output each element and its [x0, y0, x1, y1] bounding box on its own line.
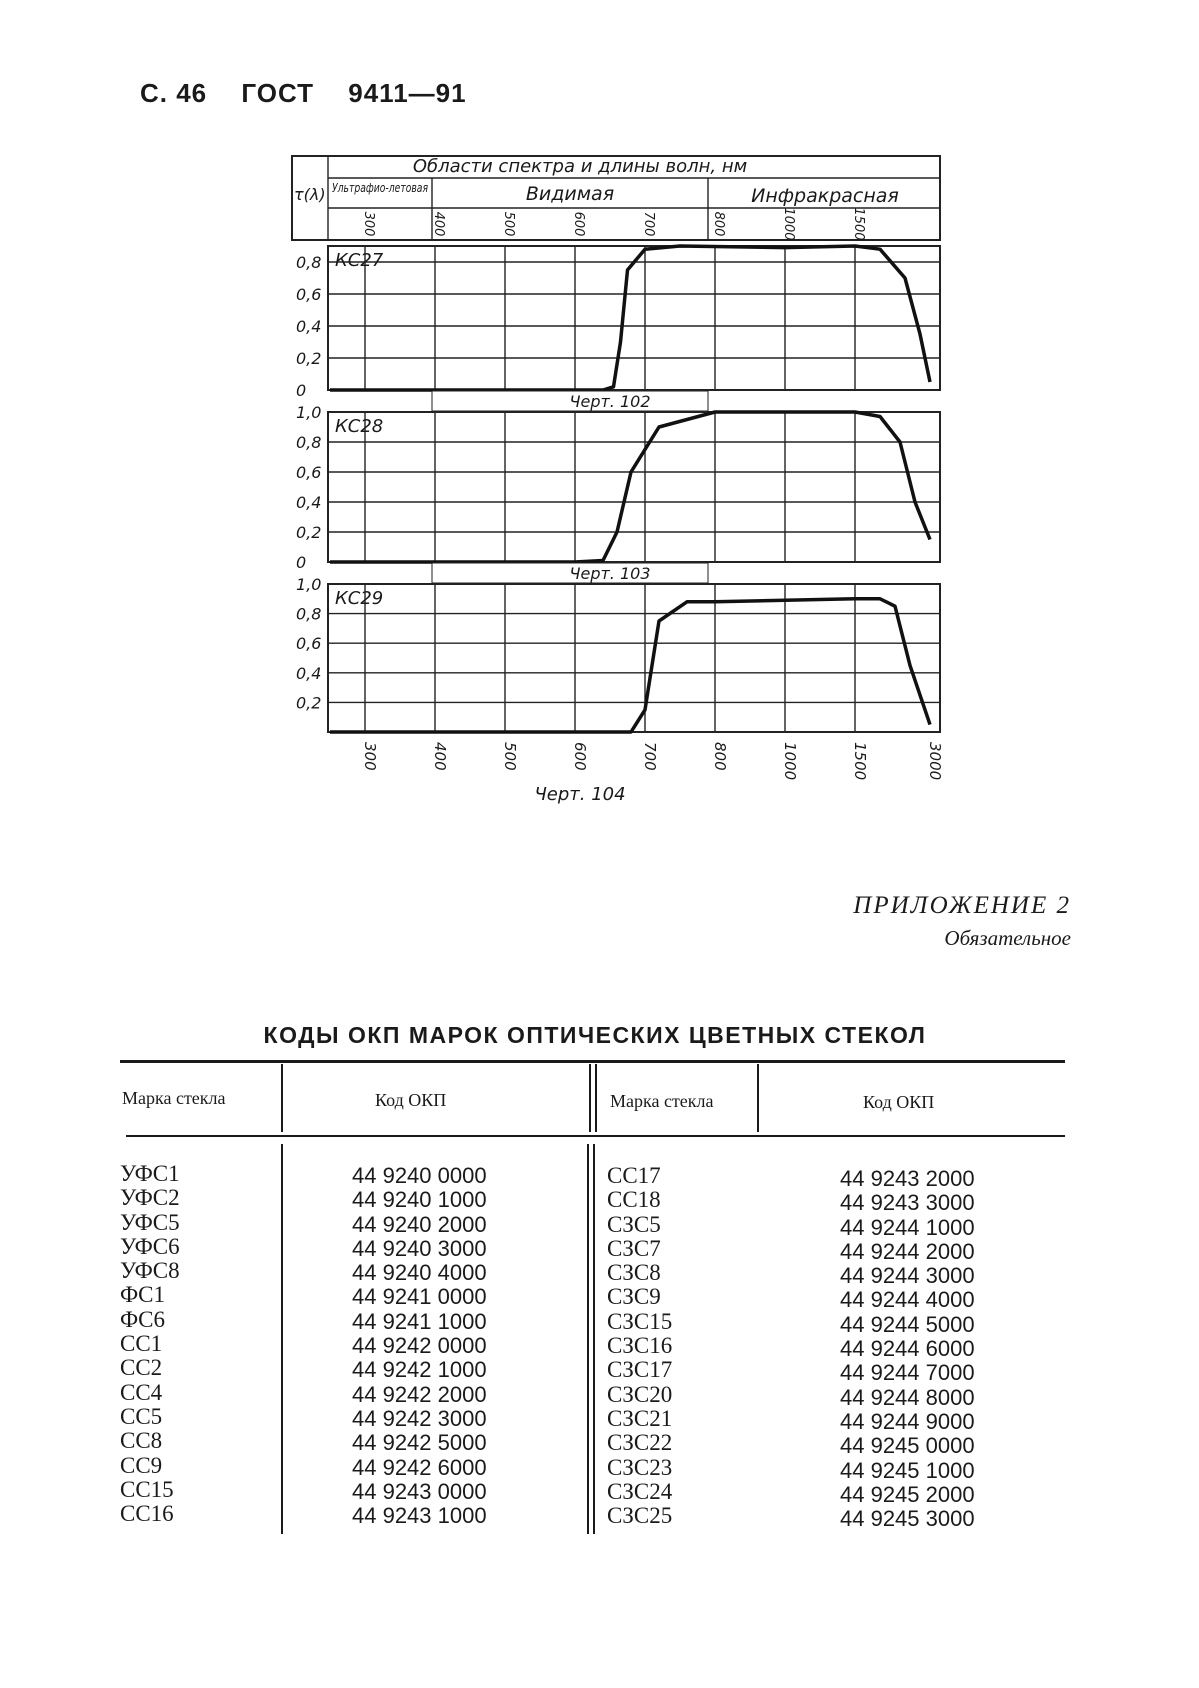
glass-mark: СС1	[120, 1331, 163, 1357]
header-tick-label: 300	[361, 211, 376, 237]
okp-code: 44 9241 1000	[352, 1308, 487, 1334]
okp-code-table	[120, 1060, 1065, 1540]
header-tick-label: 500	[501, 211, 516, 237]
glass-mark: УФС6	[120, 1233, 180, 1259]
table-top-rule	[120, 1060, 1065, 1063]
glass-mark: СС17	[607, 1163, 661, 1188]
left-codes-column	[352, 1164, 487, 1528]
standard-name: ГОСТ	[241, 78, 315, 108]
y-tick-label: 0	[296, 381, 307, 400]
glass-mark: СЗС17	[607, 1357, 673, 1383]
glass-mark: СС5	[120, 1403, 163, 1429]
okp-code: 44 9241 0000	[352, 1284, 487, 1310]
region-visible: Видимая	[525, 183, 615, 205]
header-tick-label: 600	[571, 211, 586, 237]
glass-mark: СС2	[120, 1355, 163, 1381]
y-tick-label: 0,8	[296, 433, 322, 452]
column-divider	[281, 1144, 283, 1534]
okp-code: 44 9240 4000	[352, 1260, 487, 1286]
glass-mark: СЗС25	[607, 1503, 673, 1529]
glass-mark: СЗС5	[607, 1211, 661, 1237]
y-tick-label: 1,0	[296, 403, 322, 422]
okp-code: 44 9240 3000	[352, 1235, 487, 1261]
column-divider	[587, 1144, 589, 1534]
column-divider	[595, 1064, 597, 1132]
y-tick-label: 0,4	[296, 663, 322, 683]
glass-mark: СЗС22	[607, 1430, 673, 1456]
curve-label: КС29	[335, 588, 384, 609]
glass-mark: ФС1	[120, 1282, 166, 1308]
glass-mark: СЗС23	[607, 1454, 673, 1480]
header-tick-label: 700	[641, 211, 656, 237]
glass-mark: СЗС20	[607, 1381, 673, 1407]
okp-code: 44 9245 3000	[840, 1506, 975, 1532]
glass-mark: СС9	[120, 1452, 163, 1478]
chart-panel	[328, 584, 940, 732]
y-tick-label: 0,8	[296, 604, 322, 624]
okp-code: 44 9244 1000	[840, 1214, 975, 1240]
y-symbol: τ(λ)	[294, 185, 326, 204]
standard-number: 9411—91	[348, 78, 467, 108]
column-divider	[281, 1064, 283, 1132]
glass-mark: СЗС8	[607, 1260, 661, 1286]
chart-panel	[328, 246, 940, 390]
okp-code: 44 9243 2000	[840, 1166, 975, 1191]
x-tick-label: 700	[641, 742, 659, 771]
okp-code: 44 9244 6000	[840, 1336, 975, 1362]
okp-code: 44 9244 3000	[840, 1263, 975, 1289]
appendix-title: ПРИЛОЖЕНИЕ 2	[853, 892, 1071, 919]
column-divider	[593, 1144, 595, 1534]
okp-code: 44 9243 1000	[352, 1503, 487, 1529]
okp-code: 44 9244 8000	[840, 1384, 975, 1410]
column-divider	[589, 1064, 591, 1132]
x-tick-label: 1500	[851, 742, 869, 781]
okp-code: 44 9242 6000	[352, 1454, 487, 1480]
transmission-curve	[330, 599, 930, 732]
appendix-subtitle: Обязательное	[944, 926, 1071, 950]
appendix-block	[853, 892, 1071, 951]
glass-mark: УФС8	[120, 1258, 180, 1284]
y-tick-label: 0,2	[296, 523, 322, 542]
figure-caption: Черт. 103	[569, 564, 651, 583]
y-tick-label: 1,0	[296, 575, 322, 594]
glass-mark: СЗС9	[607, 1284, 661, 1310]
y-tick-label: 0,4	[296, 493, 322, 512]
x-tick-label: 500	[501, 742, 519, 771]
page-number: С. 46	[140, 78, 208, 108]
glass-mark: СЗС21	[607, 1405, 673, 1431]
okp-code: 44 9242 0000	[352, 1333, 487, 1359]
right-marks-column	[607, 1164, 672, 1528]
glass-mark: СЗС15	[607, 1308, 673, 1334]
x-tick-label: 300	[361, 742, 379, 771]
glass-mark: СЗС7	[607, 1235, 661, 1261]
glass-mark: УФС1	[120, 1161, 180, 1186]
okp-code: 44 9240 2000	[352, 1211, 487, 1237]
column-header-code: Код ОКП	[863, 1092, 935, 1112]
figure-caption: Черт. 102	[569, 392, 651, 411]
okp-code: 44 9242 2000	[352, 1381, 487, 1407]
okp-code: 44 9244 4000	[840, 1287, 975, 1313]
region-ir: Инфракрасная	[751, 185, 899, 207]
transmission-curve	[330, 246, 930, 390]
transmission-charts	[280, 150, 960, 815]
table-header-rule	[126, 1135, 1065, 1137]
y-tick-label: 0,6	[296, 285, 322, 304]
glass-mark: УФС5	[120, 1209, 180, 1235]
x-tick-label: 400	[431, 742, 449, 771]
okp-code: 44 9245 2000	[840, 1481, 975, 1507]
header-tick-label: 800	[711, 211, 726, 237]
figure-caption: Черт. 104	[534, 784, 626, 805]
okp-code: 44 9240 1000	[352, 1187, 487, 1213]
transmission-curve	[330, 412, 930, 562]
y-tick-label: 0,2	[296, 349, 322, 368]
okp-code: 44 9240 0000	[352, 1163, 487, 1188]
column-header-mark: Марка стекла	[610, 1091, 714, 1111]
glass-mark: СС4	[120, 1379, 163, 1405]
y-tick-label: 0,6	[296, 463, 322, 482]
x-tick-label: 1000	[781, 742, 799, 781]
glass-mark: ФС6	[120, 1306, 166, 1332]
column-header-mark: Марка стекла	[122, 1088, 226, 1108]
okp-code: 44 9243 0000	[352, 1478, 487, 1504]
okp-code: 44 9242 3000	[352, 1405, 487, 1431]
y-tick-label: 0,2	[296, 693, 322, 713]
column-divider	[757, 1064, 759, 1132]
header-tick-label: 400	[431, 211, 446, 237]
glass-mark: СС8	[120, 1428, 163, 1454]
x-tick-label: 600	[571, 742, 589, 771]
okp-code: 44 9243 3000	[840, 1190, 975, 1216]
region-uv: Ультрафио-летовая	[332, 181, 428, 195]
okp-code: 44 9244 5000	[840, 1311, 975, 1337]
left-marks-column	[120, 1162, 180, 1526]
glass-mark: УФС2	[120, 1185, 180, 1211]
y-tick-label: 0,6	[296, 634, 322, 654]
chart-panel	[328, 412, 940, 562]
curve-label: КС27	[335, 250, 384, 271]
column-header-code: Код ОКП	[375, 1090, 447, 1110]
y-tick-label: 0	[296, 553, 307, 572]
x-tick-label: 3000	[926, 742, 944, 781]
right-codes-column	[840, 1167, 975, 1531]
table-title: КОДЫ ОКП МАРОК ОПТИЧЕСКИХ ЦВЕТНЫХ СТЕКОЛ	[263, 1022, 927, 1048]
okp-code: 44 9244 9000	[840, 1408, 975, 1434]
okp-code: 44 9242 1000	[352, 1357, 487, 1383]
transmission-charts-svg	[280, 150, 960, 810]
region-title: Области спектра и длины волн, нм	[412, 156, 748, 177]
okp-code: 44 9242 5000	[352, 1430, 487, 1456]
glass-mark: СЗС24	[607, 1478, 673, 1504]
glass-mark: СС16	[120, 1501, 174, 1527]
header-tick-label: 1000	[781, 207, 796, 241]
glass-mark: СС15	[120, 1476, 174, 1502]
y-tick-label: 0,4	[296, 317, 322, 336]
okp-code: 44 9244 2000	[840, 1238, 975, 1264]
glass-mark: СЗС16	[607, 1333, 673, 1359]
page-header	[140, 78, 493, 109]
okp-code: 44 9245 0000	[840, 1433, 975, 1459]
curve-label: КС28	[335, 416, 384, 437]
y-tick-label: 0,8	[296, 253, 322, 272]
header-tick-label: 1500	[851, 207, 866, 241]
glass-mark: СС18	[607, 1187, 661, 1213]
okp-code: 44 9244 7000	[840, 1360, 975, 1386]
okp-code: 44 9245 1000	[840, 1457, 975, 1483]
x-tick-label: 800	[711, 742, 729, 771]
